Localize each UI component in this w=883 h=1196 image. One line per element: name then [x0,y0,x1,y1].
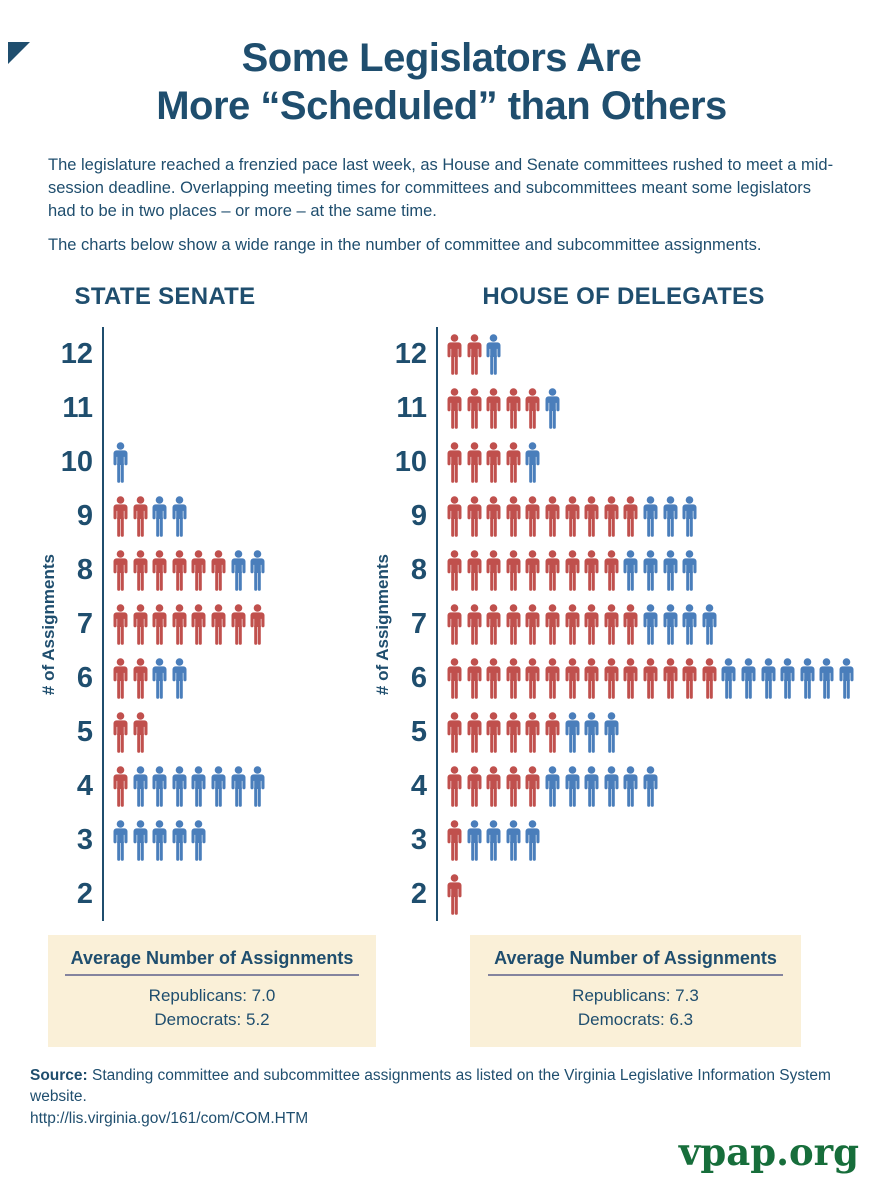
person-icon-republican [504,442,523,483]
y-tick-label: 6 [76,662,93,695]
chart-row-12 [58,327,374,381]
person-icon-democrat [170,496,189,537]
average-box-house [470,935,801,1047]
person-icon-republican [465,550,484,591]
y-tick-label: 10 [60,446,93,479]
chart-row-5 [392,705,873,759]
person-icon-republican [150,550,169,591]
person-icon-republican [465,712,484,753]
chart-house-of-delegates [374,283,883,921]
y-tick-label: 8 [410,554,427,587]
vpap-logo[interactable]: vpap.org [678,1130,859,1174]
person-icon-republican [563,550,582,591]
person-icon-republican [484,388,503,429]
chart-row-5 [58,705,374,759]
person-icon-republican [445,658,464,699]
person-icon-republican [523,604,542,645]
person-icon-republican [445,496,464,537]
person-icon-democrat [131,766,150,807]
person-icon-republican [131,604,150,645]
person-icon-democrat [680,604,699,645]
person-icon-republican [523,496,542,537]
person-icon-republican [602,550,621,591]
person-icon-republican [523,388,542,429]
icon-row [436,327,873,381]
person-icon-democrat [661,550,680,591]
chart-row-9 [392,489,873,543]
person-icon-republican [465,658,484,699]
chart-row-11 [392,381,873,435]
person-icon-democrat [817,658,836,699]
person-icon-republican [445,550,464,591]
chart-row-6 [58,651,374,705]
person-icon-democrat [150,766,169,807]
chart-row-10 [58,435,374,489]
chart-title-house: HOUSE OF DELEGATES [482,283,765,311]
person-icon-republican [445,874,464,915]
y-tick-label: 5 [76,716,93,749]
person-icon-republican [484,550,503,591]
icon-row [102,651,374,705]
person-icon-republican [563,496,582,537]
icon-row [436,435,873,489]
person-icon-democrat [661,496,680,537]
icon-row [102,435,374,489]
icon-row [436,867,873,921]
person-icon-republican [131,712,150,753]
person-icon-republican [465,496,484,537]
person-icon-republican [209,550,228,591]
icon-row [102,543,374,597]
y-tick-label: 11 [62,392,93,425]
person-icon-republican [523,766,542,807]
corner-triangle-decoration [8,42,30,64]
person-icon-democrat [700,604,719,645]
person-icon-democrat [563,766,582,807]
person-icon-democrat [523,442,542,483]
person-icon-democrat [641,496,660,537]
person-icon-democrat [641,604,660,645]
person-icon-republican [111,550,130,591]
person-icon-republican [150,604,169,645]
person-icon-republican [111,712,130,753]
person-icon-democrat [621,550,640,591]
y-tick-label: 4 [76,770,93,803]
y-tick-label: 7 [76,608,93,641]
chart-state-senate [40,283,374,921]
icon-row [102,867,374,921]
source-label: Source: [30,1066,88,1084]
y-tick-label: 11 [396,392,427,425]
icon-row [436,381,873,435]
icon-row [436,759,873,813]
icon-row [102,489,374,543]
chart-row-11 [58,381,374,435]
person-icon-democrat [465,820,484,861]
chart-row-10 [392,435,873,489]
y-axis-label-senate: # of Assignments [39,553,58,695]
person-icon-republican [111,658,130,699]
person-icon-democrat [150,496,169,537]
person-icon-republican [504,712,523,753]
person-icon-democrat [602,766,621,807]
charts-section [0,283,883,921]
person-icon-democrat [484,820,503,861]
person-icon-democrat [170,820,189,861]
person-icon-democrat [543,766,562,807]
person-icon-republican [170,604,189,645]
person-icon-republican [504,496,523,537]
person-icon-republican [445,820,464,861]
person-icon-republican [445,388,464,429]
average-republicans-senate: Republicans: 7.0 [148,986,276,1006]
person-icon-republican [170,550,189,591]
person-icon-republican [445,604,464,645]
chart-body-senate [40,327,374,921]
person-icon-republican [484,496,503,537]
y-tick-label: 9 [410,500,427,533]
person-icon-republican [602,658,621,699]
person-icon-republican [621,658,640,699]
intro-section [48,154,835,257]
person-icon-democrat [189,820,208,861]
person-icon-republican [484,442,503,483]
person-icon-republican [189,604,208,645]
page-title-line1: Some Legislators Are [241,36,642,80]
person-icon-democrat [504,820,523,861]
chart-row-8 [58,543,374,597]
chart-title-senate: STATE SENATE [74,283,256,311]
person-icon-republican [465,604,484,645]
y-axis-label-house: # of Assignments [373,553,392,695]
y-tick-label: 2 [410,878,427,911]
person-icon-republican [111,766,130,807]
person-icon-democrat [150,820,169,861]
person-icon-republican [445,334,464,375]
person-icon-republican [621,496,640,537]
source-text: Standing committee and subcommittee assignments as listed on the Virginia Legislative Information System website. [30,1066,831,1106]
person-icon-republican [445,712,464,753]
person-icon-republican [543,604,562,645]
average-democrats-house: Democrats: 6.3 [577,1009,694,1029]
person-icon-republican [582,496,601,537]
y-tick-label: 5 [410,716,427,749]
y-tick-label: 7 [410,608,427,641]
person-icon-republican [523,550,542,591]
person-icon-republican [209,604,228,645]
icon-row [436,813,873,867]
person-icon-republican [484,604,503,645]
y-tick-label: 3 [410,824,427,857]
person-icon-republican [131,496,150,537]
person-icon-republican [543,712,562,753]
chart-row-3 [58,813,374,867]
icon-row [102,705,374,759]
person-icon-democrat [248,766,267,807]
y-tick-label: 12 [60,338,93,371]
person-icon-republican [465,442,484,483]
y-tick-label: 10 [394,446,427,479]
person-icon-democrat [641,766,660,807]
icon-row [102,597,374,651]
person-icon-democrat [229,766,248,807]
chart-row-12 [392,327,873,381]
y-tick-label: 9 [76,500,93,533]
chart-row-8 [392,543,873,597]
person-icon-democrat [111,442,130,483]
person-icon-republican [543,658,562,699]
person-icon-republican [582,658,601,699]
person-icon-republican [523,712,542,753]
person-icon-republican [484,766,503,807]
page-title [0,34,883,130]
icon-row [436,705,873,759]
person-icon-republican [680,658,699,699]
person-icon-republican [504,604,523,645]
person-icon-republican [661,658,680,699]
chart-row-4 [392,759,873,813]
person-icon-republican [543,496,562,537]
rows-container-senate [58,327,374,921]
person-icon-republican [445,442,464,483]
person-icon-republican [504,550,523,591]
icon-row [436,489,873,543]
icon-row [102,813,374,867]
person-icon-republican [602,604,621,645]
person-icon-democrat [680,496,699,537]
person-icon-republican [465,334,484,375]
person-icon-republican [621,604,640,645]
icon-row [102,381,374,435]
person-icon-democrat [837,658,856,699]
person-icon-republican [563,658,582,699]
chart-row-2 [392,867,873,921]
person-icon-democrat [170,658,189,699]
y-tick-label: 12 [394,338,427,371]
y-tick-label: 3 [76,824,93,857]
person-icon-democrat [111,820,130,861]
chart-row-7 [58,597,374,651]
y-tick-label: 4 [410,770,427,803]
person-icon-democrat [170,766,189,807]
person-icon-republican [523,658,542,699]
person-icon-republican [504,388,523,429]
person-icon-democrat [621,766,640,807]
person-icon-democrat [150,658,169,699]
person-icon-democrat [582,712,601,753]
person-icon-democrat [798,658,817,699]
icon-row [436,543,873,597]
person-icon-democrat [131,820,150,861]
person-icon-democrat [543,388,562,429]
person-icon-democrat [759,658,778,699]
chart-row-9 [58,489,374,543]
person-icon-republican [543,550,562,591]
source-note [30,1065,853,1130]
person-icon-democrat [778,658,797,699]
icon-row [436,651,873,705]
y-tick-label: 6 [410,662,427,695]
page-title-line2: More “Scheduled” than Others [156,84,727,128]
average-heading-house: Average Number of Assignments [488,948,783,976]
person-icon-democrat [523,820,542,861]
person-icon-democrat [680,550,699,591]
person-icon-democrat [248,550,267,591]
person-icon-republican [465,766,484,807]
person-icon-republican [582,550,601,591]
chart-row-7 [392,597,873,651]
rows-container-house [392,327,873,921]
intro-paragraph-2: The charts below show a wide range in the number of committee and subcommittee assignments. [48,236,762,255]
person-icon-republican [445,766,464,807]
average-democrats-senate: Democrats: 5.2 [154,1009,270,1029]
chart-body-house [374,327,873,921]
person-icon-democrat [661,604,680,645]
person-icon-democrat [484,334,503,375]
person-icon-republican [248,604,267,645]
y-tick-label: 8 [76,554,93,587]
person-icon-republican [563,604,582,645]
person-icon-republican [700,658,719,699]
person-icon-republican [131,550,150,591]
y-tick-label: 2 [76,878,93,911]
person-icon-republican [229,604,248,645]
person-icon-republican [504,766,523,807]
person-icon-republican [484,658,503,699]
average-heading-senate: Average Number of Assignments [65,948,360,976]
person-icon-democrat [563,712,582,753]
person-icon-democrat [739,658,758,699]
person-icon-democrat [229,550,248,591]
intro-paragraph-1: The legislature reached a frenzied pace last week, as House and Senate committees rushed to meet a mid-session deadline. Overlapping meeting times for committees and subcommittees meant some legislators had to be in two places – or more – at the same time. [48,156,834,220]
icon-row [102,759,374,813]
person-icon-republican [189,550,208,591]
average-republicans-house: Republicans: 7.3 [572,986,699,1006]
average-box-senate [48,935,376,1047]
person-icon-democrat [641,550,660,591]
person-icon-republican [602,496,621,537]
person-icon-republican [582,604,601,645]
person-icon-republican [111,604,130,645]
icon-row [102,327,374,381]
chart-row-6 [392,651,873,705]
person-icon-democrat [602,712,621,753]
person-icon-democrat [719,658,738,699]
chart-row-4 [58,759,374,813]
person-icon-republican [465,388,484,429]
person-icon-democrat [209,766,228,807]
person-icon-democrat [582,766,601,807]
person-icon-republican [484,712,503,753]
source-url-link[interactable]: http://lis.virginia.gov/161/com/COM.HTM [30,1110,309,1128]
averages-section [0,935,883,1047]
person-icon-republican [111,496,130,537]
person-icon-democrat [189,766,208,807]
person-icon-republican [131,658,150,699]
person-icon-republican [641,658,660,699]
icon-row [436,597,873,651]
person-icon-republican [504,658,523,699]
chart-row-3 [392,813,873,867]
chart-row-2 [58,867,374,921]
